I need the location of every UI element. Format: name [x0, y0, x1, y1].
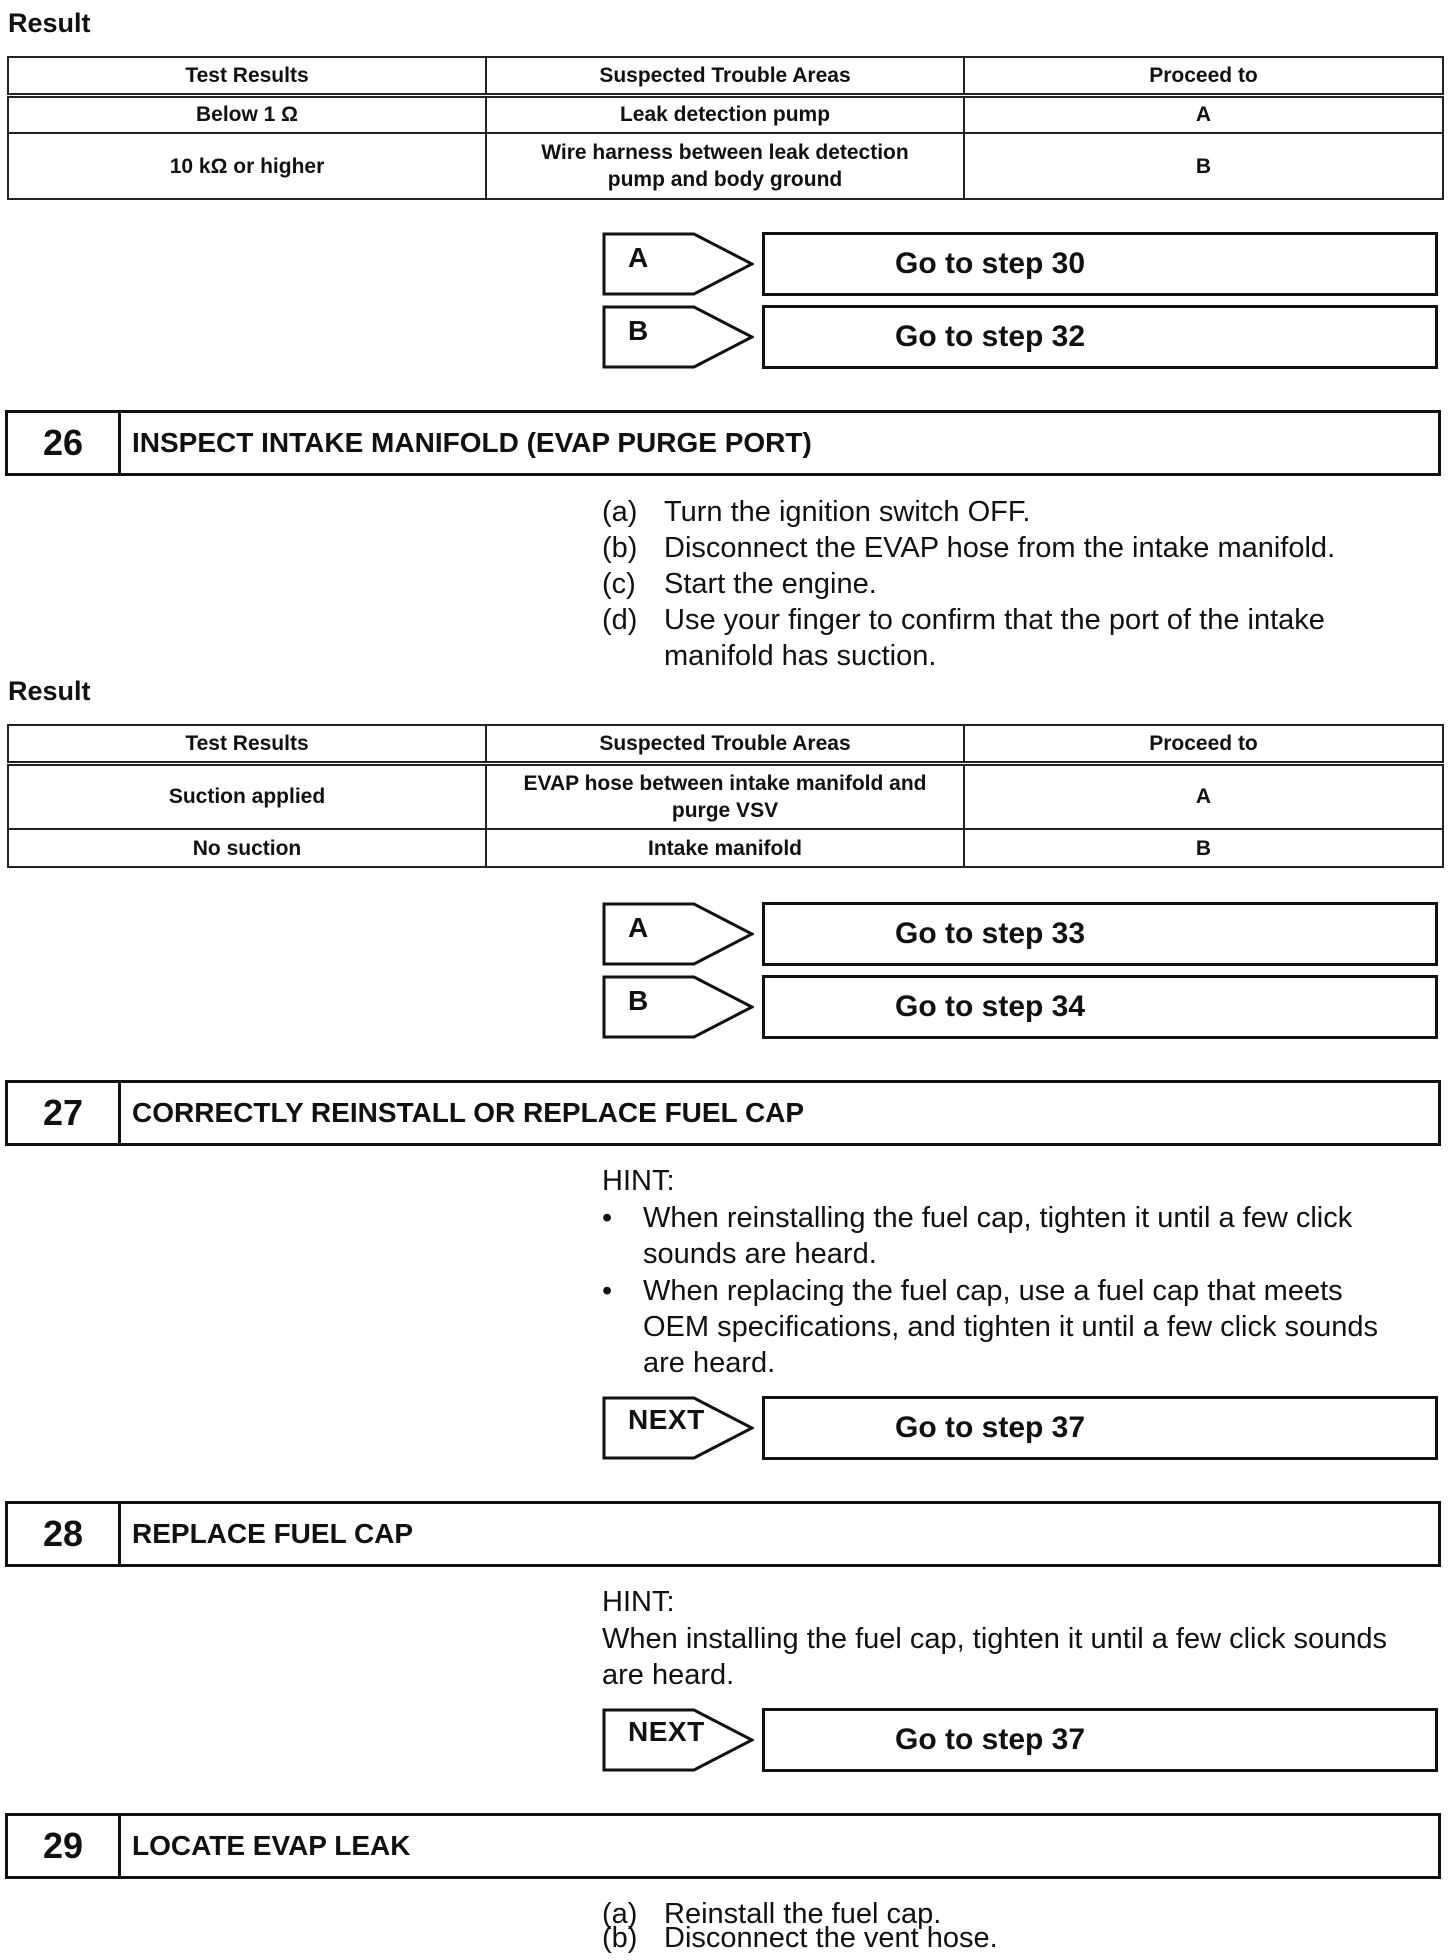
- item-text-continued: manifold has suction.: [664, 640, 937, 672]
- branch-key: B: [628, 315, 649, 346]
- header-test-results: Test Results: [8, 57, 486, 95]
- cell-test-result: Suction applied: [8, 763, 486, 829]
- step-title: INSPECT INTAKE MANIFOLD (EVAP PURGE PORT): [132, 427, 812, 458]
- next-label: NEXT: [628, 1404, 705, 1435]
- result-label: Result: [8, 676, 91, 706]
- arrow-icon: [602, 232, 754, 296]
- goto-label: Go to step 33: [895, 917, 1086, 950]
- item-label: (c): [602, 568, 636, 600]
- step-number: 26: [8, 413, 121, 473]
- branch-b-step-34[interactable]: [602, 975, 1442, 1039]
- branch-b-step-32[interactable]: [602, 305, 1442, 369]
- branch-a-step-30[interactable]: [602, 232, 1442, 296]
- branch-key: B: [628, 985, 649, 1016]
- result-table-2: [7, 724, 1444, 868]
- item-label: (b): [602, 1922, 638, 1954]
- goto-box[interactable]: [762, 902, 1438, 966]
- bullet-text: OEM specifications, and tighten it until a few click sounds: [643, 1311, 1379, 1343]
- header-test-results: Test Results: [8, 725, 486, 763]
- step-number: 29: [8, 1816, 121, 1876]
- table-header-row: [8, 725, 1443, 763]
- branch-key: A: [628, 242, 649, 273]
- item-text: Disconnect the EVAP hose from the intake manifold.: [664, 532, 1336, 564]
- bullet: •: [602, 1275, 613, 1307]
- item-label: (a): [602, 496, 638, 528]
- header-suspected-areas: Suspected Trouble Areas: [486, 725, 964, 763]
- branch-key: A: [628, 912, 649, 943]
- goto-label: Go to step 37: [895, 1723, 1086, 1756]
- cell-proceed: B: [964, 133, 1443, 199]
- step-title: REPLACE FUEL CAP: [132, 1518, 414, 1549]
- arrow-icon: [602, 975, 754, 1039]
- cell-proceed: A: [964, 95, 1443, 133]
- branch-a-step-33[interactable]: [602, 902, 1442, 966]
- header-proceed-to: Proceed to: [964, 725, 1443, 763]
- cell-trouble-area: Wire harness between leak detection pump and body ground: [486, 133, 964, 199]
- next-step-37[interactable]: [602, 1708, 1442, 1772]
- goto-box[interactable]: [762, 305, 1438, 369]
- step-27-header: [5, 1080, 1441, 1146]
- step-title: LOCATE EVAP LEAK: [132, 1830, 411, 1861]
- goto-label: Go to step 30: [895, 247, 1086, 280]
- step-28-header: [5, 1501, 1441, 1567]
- step-26-header: [5, 410, 1441, 476]
- hint-label: HINT:: [602, 1586, 675, 1618]
- result-label: Result: [8, 8, 91, 38]
- header-proceed-to: Proceed to: [964, 57, 1443, 95]
- hint-text: When installing the fuel cap, tighten it until a few click sounds: [602, 1623, 1388, 1655]
- bullet-text: sounds are heard.: [643, 1238, 877, 1270]
- step-title: CORRECTLY REINSTALL OR REPLACE FUEL CAP: [132, 1097, 805, 1128]
- goto-box[interactable]: [762, 1396, 1438, 1460]
- step-29-header: [5, 1813, 1441, 1879]
- hint-text: are heard.: [602, 1659, 735, 1691]
- cell-proceed: B: [964, 829, 1443, 867]
- table-row: [8, 133, 1443, 199]
- item-label: (b): [602, 532, 638, 564]
- goto-box[interactable]: [762, 1708, 1438, 1772]
- next-label: NEXT: [628, 1716, 705, 1747]
- item-text: Turn the ignition switch OFF.: [664, 496, 1031, 528]
- hint-label: HINT:: [602, 1165, 675, 1197]
- table-row: [8, 829, 1443, 867]
- next-step-37[interactable]: [602, 1396, 1442, 1460]
- arrow-icon: [602, 305, 754, 369]
- goto-box[interactable]: [762, 975, 1438, 1039]
- item-text: Use your finger to confirm that the port of the intake: [664, 604, 1325, 636]
- table-row: [8, 763, 1443, 829]
- goto-label: Go to step 37: [895, 1411, 1086, 1444]
- item-label: (d): [602, 604, 638, 636]
- bullet-text: When replacing the fuel cap, use a fuel cap that meets: [643, 1275, 1343, 1307]
- cell-proceed: A: [964, 763, 1443, 829]
- arrow-icon: [602, 902, 754, 966]
- item-text: Reinstall the fuel cap.: [664, 1898, 942, 1930]
- result-table-1: [7, 56, 1444, 200]
- goto-box[interactable]: [762, 232, 1438, 296]
- bullet-text: When reinstalling the fuel cap, tighten it until a few click: [643, 1202, 1353, 1234]
- item-text: Start the engine.: [664, 568, 877, 600]
- item-label: (a): [602, 1898, 638, 1930]
- table-row: [8, 95, 1443, 133]
- cell-test-result: Below 1 Ω: [8, 95, 486, 133]
- step-number: 28: [8, 1504, 121, 1564]
- bullet: •: [602, 1202, 613, 1234]
- bullet-text: are heard.: [643, 1347, 776, 1379]
- goto-label: Go to step 34: [895, 990, 1086, 1023]
- cell-test-result: No suction: [8, 829, 486, 867]
- step-number: 27: [8, 1083, 121, 1143]
- goto-label: Go to step 32: [895, 320, 1086, 353]
- item-text: Disconnect the vent hose.: [664, 1922, 998, 1954]
- cell-trouble-area: Intake manifold: [486, 829, 964, 867]
- cell-trouble-area: Leak detection pump: [486, 95, 964, 133]
- cell-test-result: 10 kΩ or higher: [8, 133, 486, 199]
- cell-trouble-area: EVAP hose between intake manifold and purge VSV: [486, 763, 964, 829]
- table-header-row: [8, 57, 1443, 95]
- header-suspected-areas: Suspected Trouble Areas: [486, 57, 964, 95]
